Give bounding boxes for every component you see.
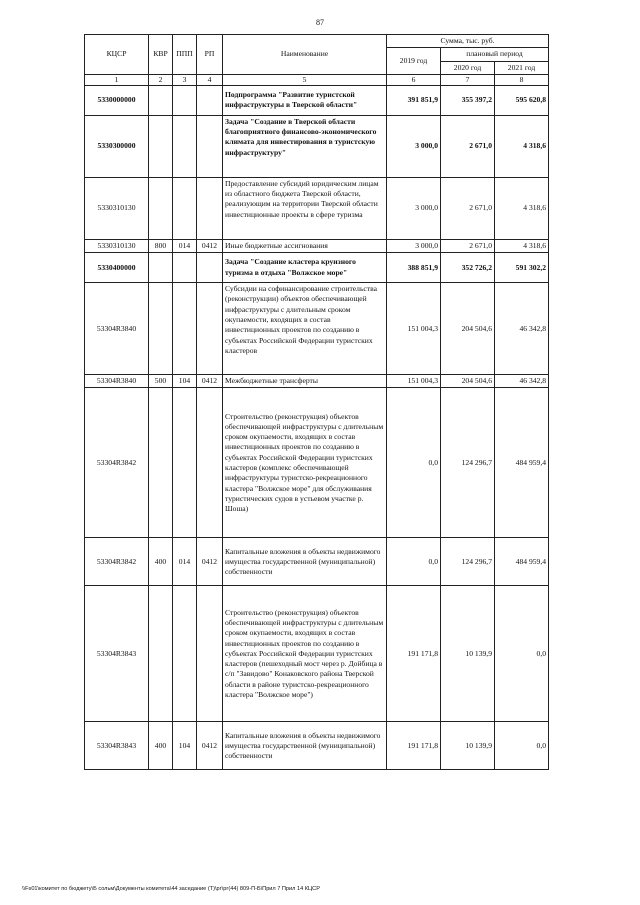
name-cell: Задача "Создание в Тверской области благоприятного финансово-экономического климата для инвестирования в туристскую инфраструктуру" bbox=[223, 115, 387, 177]
budget-table bbox=[84, 34, 549, 770]
index-cell: 5 bbox=[223, 74, 387, 85]
rp-cell: 0412 bbox=[197, 722, 223, 770]
amount-2020-cell: 2 671,0 bbox=[441, 239, 495, 252]
amount-2021-cell: 595 620,8 bbox=[495, 85, 549, 115]
ppp-cell bbox=[173, 85, 197, 115]
amount-2020-cell: 204 504,6 bbox=[441, 375, 495, 388]
amount-2020-cell: 2 671,0 bbox=[441, 115, 495, 177]
name-cell: Капитальные вложения в объекты недвижимого имущества государственной (муниципальной) собственности bbox=[223, 538, 387, 586]
kcsr-cell: 53304R3842 bbox=[85, 538, 149, 586]
rp-cell bbox=[197, 253, 223, 283]
kcsr-cell: 5330400000 bbox=[85, 253, 149, 283]
header-ppp: ППП bbox=[173, 35, 197, 75]
ppp-cell bbox=[173, 115, 197, 177]
kvr-cell: 400 bbox=[149, 538, 173, 586]
amount-2021-cell: 4 318,6 bbox=[495, 177, 549, 239]
name-cell: Строительство (реконструкция) объектов обеспечивающей инфраструктуры с длительным сроком окупаемости, входящих в состав инвестиционных проектов по созданию в субъектах Российской Федерации туристских кластеров (пешеходный мост через р. Дойбица в с/п "Завидово" Конаковского района Тверской области в районе туристско-рекреационного кластера "Волжское море") bbox=[223, 586, 387, 722]
amount-2019-cell: 191 171,8 bbox=[387, 586, 441, 722]
table-row bbox=[85, 388, 549, 538]
header-name: Наименование bbox=[223, 35, 387, 75]
table-row bbox=[85, 586, 549, 722]
amount-2020-cell: 10 139,9 bbox=[441, 586, 495, 722]
page-number: 87 bbox=[316, 18, 324, 27]
index-cell: 1 bbox=[85, 74, 149, 85]
header-rp: РП bbox=[197, 35, 223, 75]
name-cell: Подпрограмма "Развитие туристской инфраструктуры в Тверской области" bbox=[223, 85, 387, 115]
index-cell: 7 bbox=[441, 74, 495, 85]
table-row bbox=[85, 239, 549, 252]
kvr-cell: 500 bbox=[149, 375, 173, 388]
amount-2019-cell: 388 851,9 bbox=[387, 253, 441, 283]
table-row bbox=[85, 283, 549, 375]
kcsr-cell: 53304R3843 bbox=[85, 586, 149, 722]
table-row bbox=[85, 177, 549, 239]
index-cell: 4 bbox=[197, 74, 223, 85]
table-row bbox=[85, 538, 549, 586]
amount-2021-cell: 484 959,4 bbox=[495, 388, 549, 538]
kvr-cell bbox=[149, 388, 173, 538]
footer-file-path: \\Fs01\комитет по бюджету\Б сольм\Документы комитета\44 заседание (Т)\рг\рг(44) 809-П-Б\Прил 7 Прил 14 КЦСР bbox=[22, 886, 320, 892]
ppp-cell: 104 bbox=[173, 722, 197, 770]
name-cell: Межбюджетные трансферты bbox=[223, 375, 387, 388]
name-cell: Капитальные вложения в объекты недвижимого имущества государственной (муниципальной) собственности bbox=[223, 722, 387, 770]
table-row bbox=[85, 253, 549, 283]
ppp-cell: 014 bbox=[173, 239, 197, 252]
header-kvr: КВР bbox=[149, 35, 173, 75]
header-2019: 2019 год bbox=[387, 48, 441, 75]
amount-2021-cell: 484 959,4 bbox=[495, 538, 549, 586]
amount-2019-cell: 3 000,0 bbox=[387, 115, 441, 177]
amount-2020-cell: 2 671,0 bbox=[441, 177, 495, 239]
header-planned-period: плановый период bbox=[441, 48, 549, 61]
table-row bbox=[85, 115, 549, 177]
kcsr-cell: 53304R3842 bbox=[85, 388, 149, 538]
rp-cell bbox=[197, 388, 223, 538]
index-cell: 3 bbox=[173, 74, 197, 85]
kcsr-cell: 53304R3840 bbox=[85, 375, 149, 388]
kvr-cell bbox=[149, 115, 173, 177]
column-index-row bbox=[85, 74, 549, 85]
amount-2019-cell: 3 000,0 bbox=[387, 239, 441, 252]
table-row bbox=[85, 85, 549, 115]
kcsr-cell: 5330310130 bbox=[85, 177, 149, 239]
kvr-cell bbox=[149, 253, 173, 283]
kvr-cell bbox=[149, 283, 173, 375]
amount-2021-cell: 591 302,2 bbox=[495, 253, 549, 283]
amount-2020-cell: 355 397,2 bbox=[441, 85, 495, 115]
index-cell: 8 bbox=[495, 74, 549, 85]
ppp-cell: 104 bbox=[173, 375, 197, 388]
amount-2020-cell: 352 726,2 bbox=[441, 253, 495, 283]
kcsr-cell: 5330000000 bbox=[85, 85, 149, 115]
ppp-cell bbox=[173, 253, 197, 283]
amount-2021-cell: 0,0 bbox=[495, 722, 549, 770]
rp-cell bbox=[197, 586, 223, 722]
ppp-cell: 014 bbox=[173, 538, 197, 586]
kvr-cell bbox=[149, 177, 173, 239]
kcsr-cell: 53304R3843 bbox=[85, 722, 149, 770]
amount-2020-cell: 124 296,7 bbox=[441, 388, 495, 538]
name-cell: Строительство (реконструкция) объектов обеспечивающей инфраструктуры с длительным сроком окупаемости, входящих в состав инвестиционных проектов по созданию в субъектах Российской Федерации туристских кластеров (комплекс обеспечивающей инфраструктуры туристско-рекреационного кластера "Волжское море" для обслуживания туристических судов в устьевом участке р. Шоша) bbox=[223, 388, 387, 538]
amount-2021-cell: 4 318,6 bbox=[495, 239, 549, 252]
kvr-cell bbox=[149, 85, 173, 115]
header-kcsr: КЦСР bbox=[85, 35, 149, 75]
rp-cell bbox=[197, 85, 223, 115]
name-cell: Задача "Создание кластера круизного туризма в отдыха "Волжское море" bbox=[223, 253, 387, 283]
rp-cell bbox=[197, 283, 223, 375]
ppp-cell bbox=[173, 388, 197, 538]
ppp-cell bbox=[173, 586, 197, 722]
rp-cell: 0412 bbox=[197, 239, 223, 252]
amount-2019-cell: 191 171,8 bbox=[387, 722, 441, 770]
amount-2021-cell: 0,0 bbox=[495, 586, 549, 722]
amount-2020-cell: 10 139,9 bbox=[441, 722, 495, 770]
kvr-cell: 800 bbox=[149, 239, 173, 252]
ppp-cell bbox=[173, 177, 197, 239]
table-row bbox=[85, 722, 549, 770]
amount-2019-cell: 151 004,3 bbox=[387, 375, 441, 388]
name-cell: Предоставление субсидий юридическим лицам из областного бюджета Тверской области, реализующим на территории Тверской области инвестиционные проекты в сфере туризма bbox=[223, 177, 387, 239]
amount-2021-cell: 46 342,8 bbox=[495, 283, 549, 375]
rp-cell bbox=[197, 177, 223, 239]
rp-cell: 0412 bbox=[197, 375, 223, 388]
amount-2020-cell: 124 296,7 bbox=[441, 538, 495, 586]
amount-2019-cell: 0,0 bbox=[387, 388, 441, 538]
amount-2021-cell: 46 342,8 bbox=[495, 375, 549, 388]
kvr-cell: 400 bbox=[149, 722, 173, 770]
ppp-cell bbox=[173, 283, 197, 375]
amount-2021-cell: 4 318,6 bbox=[495, 115, 549, 177]
name-cell: Субсидии на софинансирование строительства (реконструкции) объектов обеспечивающей инфраструктуры с длительным сроком окупаемости, входящих в состав инвестиционных проектов по созданию в субъектах Российской Федерации туристских кластеров bbox=[223, 283, 387, 375]
kcsr-cell: 5330300000 bbox=[85, 115, 149, 177]
header-2020: 2020 год bbox=[441, 61, 495, 74]
index-cell: 2 bbox=[149, 74, 173, 85]
rp-cell: 0412 bbox=[197, 538, 223, 586]
amount-2019-cell: 0,0 bbox=[387, 538, 441, 586]
header-2021: 2021 год bbox=[495, 61, 549, 74]
amount-2020-cell: 204 504,6 bbox=[441, 283, 495, 375]
name-cell: Иные бюджетные ассигнования bbox=[223, 239, 387, 252]
header-sum: Сумма, тыс. руб. bbox=[387, 35, 549, 48]
amount-2019-cell: 391 851,9 bbox=[387, 85, 441, 115]
amount-2019-cell: 3 000,0 bbox=[387, 177, 441, 239]
kvr-cell bbox=[149, 586, 173, 722]
kcsr-cell: 5330310130 bbox=[85, 239, 149, 252]
table-row bbox=[85, 375, 549, 388]
kcsr-cell: 53304R3840 bbox=[85, 283, 149, 375]
rp-cell bbox=[197, 115, 223, 177]
amount-2019-cell: 151 004,3 bbox=[387, 283, 441, 375]
index-cell: 6 bbox=[387, 74, 441, 85]
